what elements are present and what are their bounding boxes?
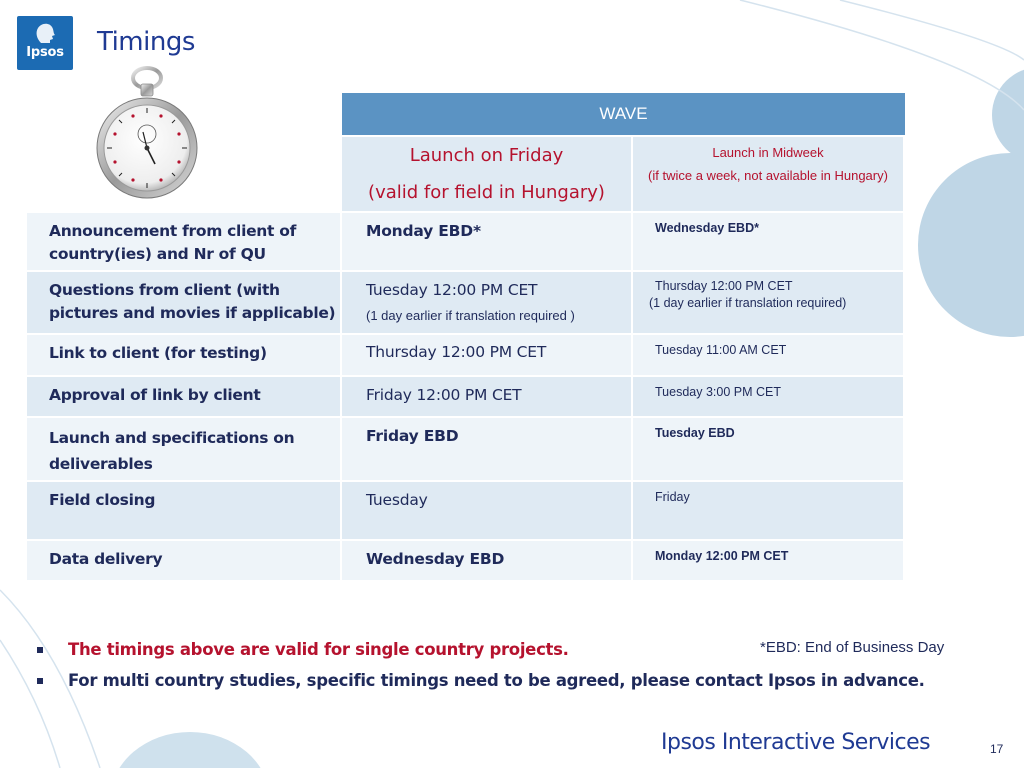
- table-header-row: [342, 93, 905, 137]
- row-label: Launch and specifications on deliverables: [49, 429, 295, 473]
- midweek-value: Tuesday 11:00 AM CET: [655, 343, 787, 357]
- midweek-value: Wednesday EBD*: [655, 221, 759, 235]
- row-label: Announcement from client of country(ies) and Nr of QU: [49, 222, 297, 263]
- launch-midweek-subtitle: (if twice a week, not available in Hungary): [648, 168, 888, 183]
- multi-country-note: For multi country studies, specific timings need to be agreed, please contact Ipsos in advance.: [68, 671, 925, 690]
- row-label: Field closing: [49, 491, 156, 509]
- row-label: Questions from client (with pictures and movies if applicable): [49, 281, 336, 322]
- launch-friday-heading: [342, 137, 633, 213]
- friday-value: Friday EBD: [366, 427, 459, 445]
- ebd-footnote: *EBD: End of Business Day: [760, 639, 945, 656]
- single-country-note: The timings above are valid for single country projects.: [68, 640, 569, 659]
- row-label: Approval of link by client: [49, 386, 261, 404]
- page-number: 17: [990, 742, 1004, 756]
- page-title: Timings: [97, 27, 195, 57]
- wave-header: WAVE: [342, 93, 905, 137]
- logo-silhouette-icon: [31, 21, 59, 45]
- friday-value: Thursday 12:00 PM CET: [366, 343, 547, 361]
- friday-value: Friday 12:00 PM CET: [366, 386, 522, 404]
- friday-value: Wednesday EBD: [366, 550, 505, 568]
- table-row: [27, 272, 905, 335]
- ipsos-logo: [17, 16, 73, 70]
- midweek-value: Friday: [655, 490, 690, 504]
- launch-friday-subtitle: (valid for field in Hungary): [368, 182, 605, 203]
- row-label: Link to client (for testing): [49, 344, 267, 362]
- timings-table: [27, 93, 905, 582]
- friday-value: Monday EBD*: [366, 222, 481, 240]
- launch-midweek-title: Launch in Midweek: [712, 145, 824, 160]
- table-row: [27, 335, 905, 377]
- friday-note: (1 day earlier if translation required ): [366, 308, 575, 323]
- table-subheader-row: [27, 137, 905, 213]
- table-row: [27, 482, 905, 541]
- launch-friday-title: Launch on Friday: [409, 145, 564, 166]
- midweek-value: Monday 12:00 PM CET: [655, 549, 789, 563]
- table-row: [27, 418, 905, 482]
- table-row: [27, 541, 905, 582]
- midweek-value: Thursday 12:00 PM CET: [655, 279, 793, 293]
- table-row: [27, 213, 905, 272]
- footer-brand: Ipsos Interactive Services: [661, 730, 931, 755]
- subheader-empty-cell: [27, 137, 342, 213]
- square-bullet-icon: [37, 678, 43, 684]
- friday-value: Tuesday 12:00 PM CET: [366, 281, 538, 299]
- row-label: Data delivery: [49, 550, 163, 568]
- midweek-note: (1 day earlier if translation required): [649, 296, 847, 310]
- square-bullet-icon: [37, 647, 43, 653]
- launch-midweek-heading: [633, 137, 905, 213]
- friday-value: Tuesday: [366, 491, 428, 509]
- table-row: [27, 377, 905, 418]
- logo-text: Ipsos: [26, 45, 64, 60]
- list-item: [37, 671, 925, 690]
- midweek-value: Tuesday 3:00 PM CET: [655, 385, 781, 399]
- midweek-value: Tuesday EBD: [655, 426, 735, 440]
